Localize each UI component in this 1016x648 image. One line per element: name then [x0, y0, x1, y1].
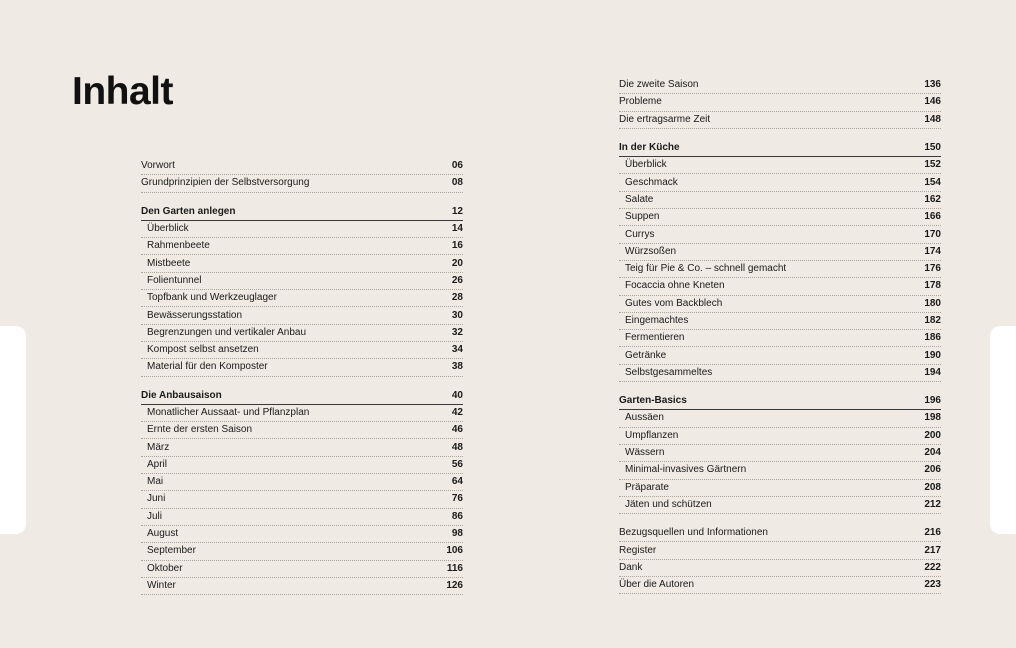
entry-page-number: 12 [451, 205, 463, 217]
toc-entry[interactable] [619, 94, 941, 111]
entry-page-number: 208 [924, 481, 941, 493]
entry-page-number: 223 [924, 579, 941, 591]
entry-title: April [147, 458, 168, 470]
entry-page-number: 20 [451, 257, 463, 269]
entry-page-number: 212 [924, 498, 941, 510]
toc-entry[interactable] [619, 525, 941, 542]
entry-page-number: 180 [924, 297, 941, 309]
entry-page-number: 154 [924, 176, 941, 188]
toc-section [619, 140, 941, 382]
toc-entry[interactable] [619, 209, 941, 226]
entry-title: Juni [147, 493, 166, 505]
entry-title: Monatlicher Aussaat- und Pflanzplan [147, 407, 310, 418]
toc-entry[interactable] [141, 405, 463, 422]
entry-page-number: 182 [924, 315, 941, 326]
entry-title: Gutes vom Backblech [625, 297, 723, 309]
toc-section [619, 393, 941, 514]
entry-title: Die Anbausaison [141, 389, 222, 401]
entry-title: März [147, 441, 170, 453]
toc-section [619, 525, 941, 594]
entry-page-number: 26 [451, 274, 463, 286]
entry-page-number: 178 [924, 280, 941, 292]
entry-page-number: 148 [924, 113, 941, 125]
entry-page-number: 194 [924, 366, 941, 378]
entry-page-number: 200 [924, 429, 941, 441]
toc-entry[interactable] [619, 542, 941, 559]
entry-title: Ernte der ersten Saison [147, 424, 253, 436]
entry-title: Juli [147, 510, 163, 522]
entry-title: Kompost selbst ansetzen [147, 344, 259, 356]
entry-title: Präparate [625, 481, 669, 493]
entry-title: Selbstgesammeltes [625, 366, 713, 378]
entry-page-number: 86 [451, 510, 463, 522]
toc-entry[interactable] [141, 273, 463, 290]
toc-entry[interactable] [619, 244, 941, 261]
toc-entry[interactable] [619, 365, 941, 382]
entry-page-number: 146 [924, 96, 941, 108]
toc-column-left [141, 158, 463, 606]
page-edge-tab-left [0, 326, 26, 534]
entry-page-number: 46 [451, 424, 463, 436]
entry-page-number: 186 [924, 332, 941, 344]
entry-title: Jäten und schützen [625, 498, 712, 510]
entry-page-number: 174 [924, 245, 941, 257]
entry-title: Mistbeete [147, 257, 191, 269]
toc-entry[interactable] [141, 255, 463, 272]
entry-page-number: 216 [924, 527, 941, 539]
entry-title: Überblick [147, 223, 189, 235]
toc-entry[interactable] [619, 77, 941, 94]
entry-title: Würzsoßen [625, 245, 677, 257]
page-edge-tab-right [990, 326, 1016, 534]
page-title: Inhalt [72, 70, 173, 113]
toc-section-heading[interactable] [141, 204, 463, 221]
toc-entry[interactable] [141, 561, 463, 578]
toc-section-heading[interactable] [619, 393, 941, 410]
entry-title: Topfbank und Werkzeuglager [147, 292, 277, 304]
entry-page-number: 106 [446, 545, 463, 557]
entry-page-number: 56 [451, 458, 463, 470]
entry-page-number: 166 [924, 211, 941, 223]
entry-page-number: 40 [451, 389, 463, 401]
toc-entry[interactable] [619, 497, 941, 514]
entry-title: Bewässerungsstation [147, 309, 243, 321]
toc-entry[interactable] [141, 439, 463, 456]
entry-title: Begrenzungen und vertikaler Anbau [147, 326, 307, 338]
toc-entry[interactable] [619, 313, 941, 330]
toc-section [141, 388, 463, 596]
toc-entry[interactable] [141, 526, 463, 543]
toc-entry[interactable] [141, 509, 463, 526]
entry-page-number: 64 [451, 476, 463, 488]
toc-entry[interactable] [141, 359, 463, 376]
toc-entry[interactable] [141, 158, 463, 175]
entry-title: August [147, 528, 179, 540]
toc-entry[interactable] [141, 221, 463, 238]
toc-entry[interactable] [141, 325, 463, 342]
entry-title: Vorwort [141, 160, 175, 172]
entry-title: Überblick [625, 159, 667, 171]
entry-title: Oktober [147, 562, 183, 574]
entry-page-number: 32 [451, 326, 463, 338]
entry-title: Material für den Komposter [147, 361, 268, 373]
entry-title: Mai [147, 476, 164, 488]
entry-page-number: 198 [924, 412, 941, 424]
entry-page-number: 28 [451, 292, 463, 304]
entry-page-number: 16 [451, 240, 463, 252]
entry-title: Probleme [619, 96, 662, 108]
toc-entry[interactable] [619, 410, 941, 427]
entry-page-number: 217 [924, 544, 941, 556]
entry-page-number: 204 [924, 447, 941, 459]
entry-page-number: 196 [924, 395, 941, 407]
toc-entry[interactable] [141, 543, 463, 560]
entry-title: Getränke [625, 349, 667, 361]
toc-entry[interactable] [619, 192, 941, 209]
entry-title: Currys [625, 228, 655, 240]
entry-title: Die zweite Saison [619, 79, 699, 91]
entry-page-number: 76 [451, 493, 463, 505]
entry-page-number: 206 [924, 464, 941, 476]
entry-page-number: 176 [924, 263, 941, 275]
entry-page-number: 06 [451, 160, 463, 172]
toc-entry[interactable] [619, 174, 941, 191]
entry-title: Fermentieren [625, 332, 685, 344]
entry-page-number: 150 [924, 142, 941, 154]
toc-entry[interactable] [141, 474, 463, 491]
entry-page-number: 162 [924, 193, 941, 205]
toc-entry[interactable] [619, 560, 941, 577]
entry-title: Bezugsquellen und Informationen [619, 527, 768, 539]
entry-title: Den Garten anlegen [141, 205, 236, 217]
entry-title: Die ertragsarme Zeit [619, 113, 711, 125]
entry-page-number: 222 [924, 561, 941, 573]
entry-title: Geschmack [625, 176, 678, 188]
entry-title: Folientunnel [147, 274, 202, 286]
entry-title: Teig für Pie & Co. – schnell gemacht [625, 263, 787, 275]
toc-section [141, 158, 463, 193]
toc-entry[interactable] [619, 462, 941, 479]
entry-title: In der Küche [619, 142, 680, 154]
entry-title: Winter [147, 579, 176, 591]
toc-entry[interactable] [619, 112, 941, 129]
entry-title: Dank [619, 561, 643, 573]
entry-title: Suppen [625, 211, 660, 223]
toc-column-right [619, 77, 941, 605]
toc-entry[interactable] [619, 347, 941, 364]
toc-section-heading[interactable] [141, 388, 463, 405]
entry-title: Über die Autoren [619, 579, 695, 591]
toc-entry[interactable] [619, 157, 941, 174]
toc-section [619, 77, 941, 129]
toc-entry[interactable] [141, 457, 463, 474]
toc-entry[interactable] [619, 261, 941, 278]
toc-entry[interactable] [141, 578, 463, 595]
toc-entry[interactable] [141, 422, 463, 439]
entry-title: Focaccia ohne Kneten [625, 280, 725, 292]
entry-page-number: 190 [924, 349, 941, 361]
toc-entry[interactable] [619, 577, 941, 594]
entry-page-number: 38 [451, 361, 463, 373]
toc-entry[interactable] [619, 278, 941, 295]
toc-entry[interactable] [141, 175, 463, 192]
entry-title: Umpflanzen [625, 429, 679, 441]
entry-title: Rahmenbeete [147, 240, 210, 252]
entry-title: Eingemachtes [625, 315, 689, 326]
entry-page-number: 48 [451, 441, 463, 453]
toc-entry[interactable] [141, 342, 463, 359]
toc-entry[interactable] [141, 491, 463, 508]
toc-section-heading[interactable] [619, 140, 941, 157]
entry-page-number: 14 [451, 223, 463, 235]
toc-entry[interactable] [619, 445, 941, 462]
toc-entry[interactable] [619, 428, 941, 445]
toc-entry[interactable] [619, 226, 941, 243]
toc-entry[interactable] [141, 238, 463, 255]
entry-page-number: 126 [446, 579, 463, 591]
toc-entry[interactable] [619, 330, 941, 347]
entry-title: Wässern [625, 447, 665, 459]
entry-page-number: 170 [924, 228, 941, 240]
toc-entry[interactable] [619, 480, 941, 497]
toc-entry[interactable] [141, 307, 463, 324]
entry-page-number: 152 [924, 159, 941, 171]
entry-title: Garten-Basics [619, 395, 687, 407]
toc-entry[interactable] [141, 290, 463, 307]
entry-page-number: 34 [451, 344, 463, 356]
entry-page-number: 42 [451, 407, 463, 418]
toc-section [141, 204, 463, 377]
entry-page-number: 98 [451, 528, 463, 540]
entry-title: Register [619, 544, 657, 556]
entry-page-number: 116 [446, 562, 463, 574]
toc-entry[interactable] [619, 296, 941, 313]
entry-title: Grundprinzipien der Selbstversorgung [141, 177, 310, 189]
entry-page-number: 30 [451, 309, 463, 321]
entry-page-number: 08 [451, 177, 463, 189]
entry-title: September [147, 545, 196, 557]
entry-title: Aussäen [625, 412, 664, 424]
entry-page-number: 136 [924, 79, 941, 91]
entry-title: Minimal-invasives Gärtnern [625, 464, 747, 476]
entry-title: Salate [625, 193, 654, 205]
